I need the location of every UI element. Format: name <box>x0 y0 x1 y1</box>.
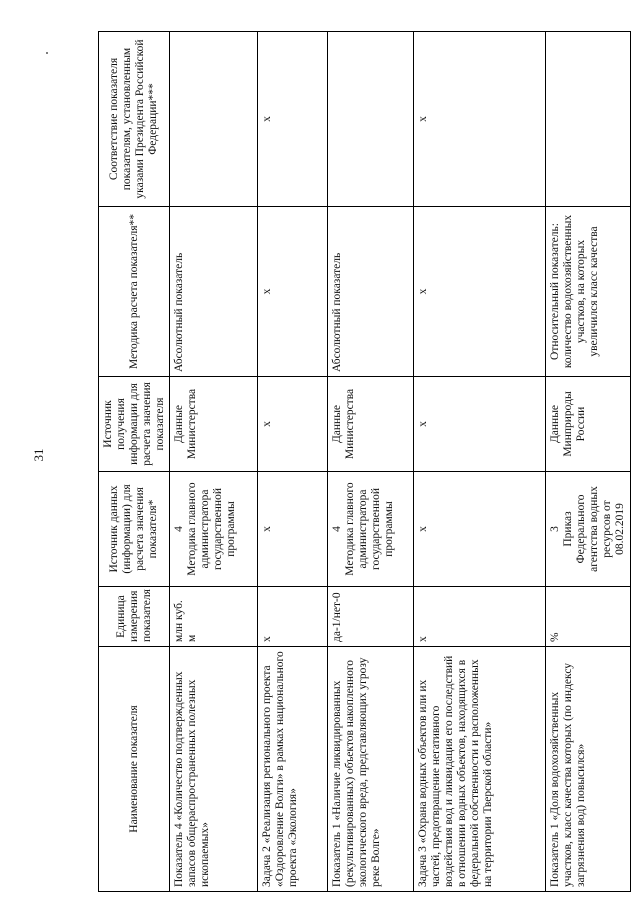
cell-unit: х <box>414 587 546 647</box>
cell-conformity <box>170 32 258 207</box>
cell-method: Относительный показатель: количество водохозяйственных участков, на которых увеличился класс качества <box>546 207 630 377</box>
cell-name: Задача 2 «Реализация регионального проекта «Оздоровление Волги» в рамках национального проекта «Экология» <box>258 647 328 892</box>
header-method: Методика расчета показателя** <box>99 207 170 377</box>
cell-source-number: 4 <box>173 526 186 532</box>
cell-conformity: х <box>414 32 546 207</box>
cell-unit: % <box>546 587 630 647</box>
scan-speck <box>46 52 48 54</box>
cell-info: х <box>414 377 546 472</box>
cell-name: Показатель 1 «Доля водохозяйственных участков, класс качества которых (по индексу загрязнения вод) повысился» <box>546 647 630 892</box>
cell-name: Показатель 4 «Количество подтвержденных запасов общераспространенных полезных ископаемых» <box>170 647 258 892</box>
cell-source <box>170 472 258 587</box>
cell-name: Задача 3 «Охрана водных объектов или их частей, предотвращение негативного воздействия вод и ликвидация его последствий в отношении водных объектов, находящихся в федеральной собственности и расположенных на территории Тверской области» <box>414 647 546 892</box>
cell-source-number: 3 <box>549 526 562 532</box>
table-row <box>258 32 328 892</box>
cell-method: Абсолютный показатель <box>328 207 414 377</box>
cell-source <box>546 472 630 587</box>
cell-unit: млн куб. м <box>170 587 258 647</box>
table-header-row <box>99 32 170 892</box>
table-row <box>546 32 630 892</box>
cell-info: Данные Минприроды России <box>546 377 630 472</box>
indicators-table <box>98 31 631 892</box>
cell-source-text: Методика главного администратора государственной программы <box>186 482 237 576</box>
rotated-table-wrapper <box>98 32 626 892</box>
cell-info: Данные Министерства <box>328 377 414 472</box>
table-row <box>328 32 414 892</box>
cell-source-text: Методика главного администратора государственной программы <box>344 482 395 576</box>
cell-conformity <box>328 32 414 207</box>
cell-source-number: 4 <box>331 526 344 532</box>
header-unit: Единица измерения показателя <box>99 587 170 647</box>
cell-method: х <box>258 207 328 377</box>
cell-source <box>328 472 414 587</box>
cell-source <box>258 472 328 587</box>
cell-method: Абсолютный показатель <box>170 207 258 377</box>
cell-info: х <box>258 377 328 472</box>
cell-conformity: х <box>258 32 328 207</box>
table-row <box>170 32 258 892</box>
header-source-info: Источник получения информации для расчета значения показателя <box>99 377 170 472</box>
cell-source-text: Приказ Федерального агентства водных ресурсов от 08.02.2019 <box>562 486 626 572</box>
cell-source-text: х <box>261 526 274 532</box>
header-conformity: Соответствие показателя показателям, установленным указами Президента Российской Федерации*** <box>99 32 170 207</box>
cell-source-text: х <box>417 526 430 532</box>
table-row <box>414 32 546 892</box>
header-source-data: Источник данных (информации) для расчета значения показателя* <box>99 472 170 587</box>
cell-name: Показатель 1 «Наличие ликвидированных (рекультивированных) объектов накопленного экологического вреда, представляющих угрозу реке Волге» <box>328 647 414 892</box>
cell-unit: да-1/нет-0 <box>328 587 414 647</box>
page-number: 31 <box>31 448 46 462</box>
cell-source <box>414 472 546 587</box>
rotated-table-area <box>98 32 626 892</box>
cell-info: Данные Министерства <box>170 377 258 472</box>
cell-method: х <box>414 207 546 377</box>
cell-unit: х <box>258 587 328 647</box>
cell-conformity <box>546 32 630 207</box>
header-name: Наименование показателя <box>99 647 170 892</box>
